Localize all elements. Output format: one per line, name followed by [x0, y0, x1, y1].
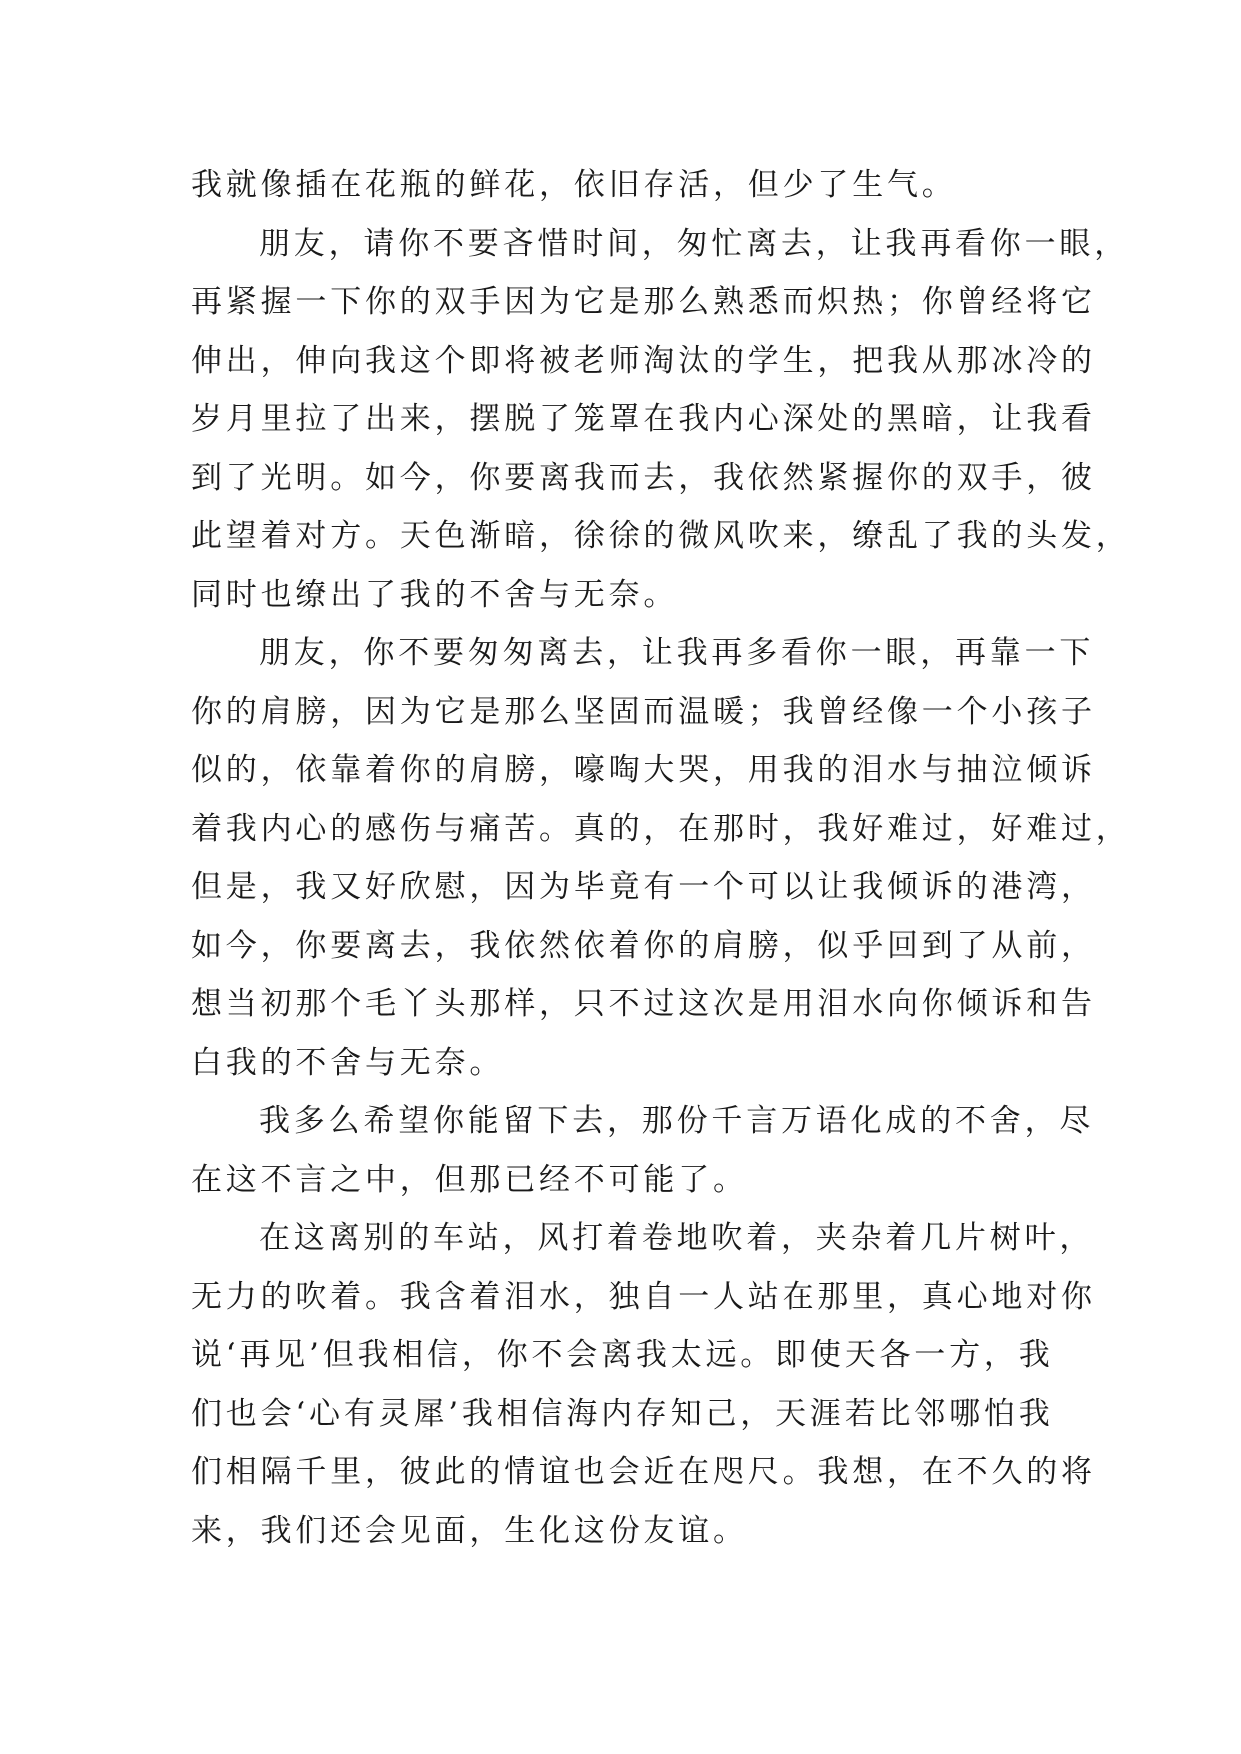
body-text: [191, 156, 1131, 1560]
text-line: 朋友，你不要匆匆离去，让我再多看你一眼，再靠一下: [259, 635, 1095, 671]
text-line: 想当初那个毛丫头那样，只不过这次是用泪水向你倾诉和告: [191, 986, 1096, 1022]
text-line: 说‘再见’但我相信，你不会离我太远。即使天各一方，我: [191, 1337, 1054, 1373]
text-line: 白我的不舍与无奈。: [191, 1044, 505, 1081]
text-line: 来，我们还会见面，生化这份友谊。: [191, 1512, 748, 1549]
text-line: 在这不言之中，但那已经不可能了。: [191, 1161, 748, 1198]
text-line: 再紧握一下你的双手因为它是那么熟悉而炽热；你曾经将它: [191, 284, 1096, 320]
text-line: 此望着对方。天色渐暗，徐徐的微风吹来，缭乱了我的头发，: [191, 518, 1131, 554]
text-line: 无力的吹着。我含着泪水，独自一人站在那里，真心地对你: [191, 1278, 1096, 1315]
text-line: 着我内心的感伤与痛苦。真的，在那时，我好难过，好难过，: [191, 810, 1131, 847]
text-line: 们相隔千里，彼此的情谊也会近在咫尺。我想，在不久的将: [191, 1454, 1096, 1490]
text-line: 但是，我又好欣慰，因为毕竟有一个可以让我倾诉的港湾，: [191, 869, 1096, 905]
text-line: 朋友，请你不要吝惜时间，匆忙离去，让我再看你一眼，: [259, 225, 1129, 262]
text-line: 同时也缭出了我的不舍与无奈。: [191, 576, 679, 613]
text-line: 在这离别的车站，风打着卷地吹着，夹杂着几片树叶，: [259, 1220, 1095, 1256]
text-line: 岁月里拉了出来，摆脱了笼罩在我内心深处的黑暗，让我看: [191, 401, 1096, 437]
text-line: 似的，依靠着你的肩膀，嚎啕大哭，用我的泪水与抽泣倾诉: [191, 752, 1096, 788]
text-line: 到了光明。如今，你要离我而去，我依然紧握你的双手，彼: [191, 459, 1096, 496]
text-line: 伸出，伸向我这个即将被老师淘汰的学生，把我从那冰冷的: [191, 342, 1096, 379]
text-line: 我多么希望你能留下去，那份千言万语化成的不舍，尽: [259, 1103, 1095, 1139]
text-line: 我就像插在花瓶的鲜花，依旧存活，但少了生气。: [191, 167, 957, 203]
text-line: 们也会‘心有灵犀’我相信海内存知己，天涯若比邻哪怕我: [191, 1395, 1054, 1432]
text-line: 你的肩膀，因为它是那么坚固而温暖；我曾经像一个小孩子: [191, 693, 1096, 730]
text-line: 如今，你要离去，我依然依着你的肩膀，似乎回到了从前，: [191, 927, 1096, 964]
